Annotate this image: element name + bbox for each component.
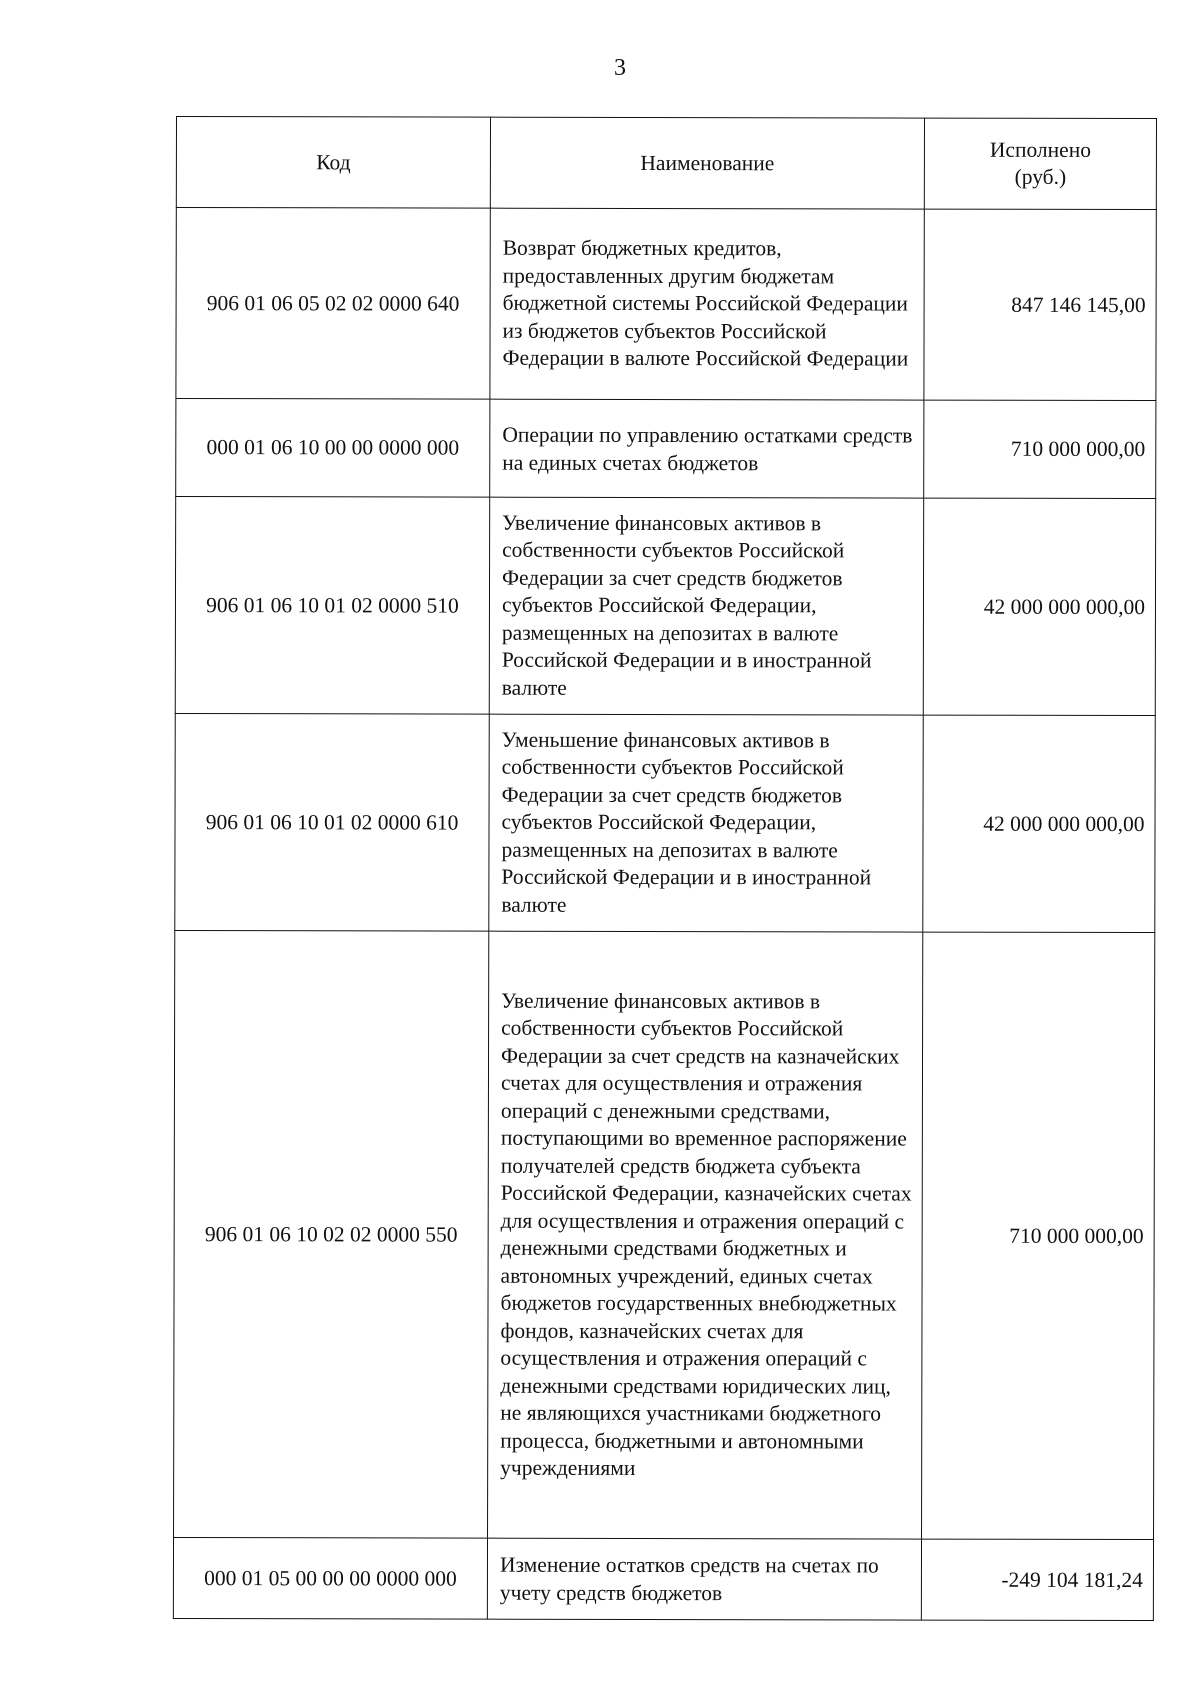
header-name: Наименование <box>490 117 924 209</box>
table-row-total <box>176 399 1156 499</box>
row-amount: 42 000 000 000,00 <box>923 715 1155 932</box>
table-row <box>174 930 1155 1539</box>
page-number: 3 <box>614 55 626 81</box>
row-name: Изменение остатков средств на счетах по учету средств бюджетов <box>487 1538 921 1620</box>
row-code: 906 01 06 10 01 02 0000 610 <box>175 713 489 931</box>
row-name: Операции по управлению остатками средств на единых счетах бюджетов <box>490 399 924 498</box>
table-row <box>175 497 1155 716</box>
budget-table-wrapper <box>173 116 1156 1621</box>
header-amount-text: Исполнено (руб.) <box>989 137 1091 189</box>
row-code: 906 01 06 10 02 02 0000 550 <box>174 930 489 1538</box>
row-amount: 710 000 000,00 <box>922 932 1155 1539</box>
row-amount: 710 000 000,00 <box>924 400 1156 498</box>
row-name: Увеличение финансовых активов в собственности субъектов Российской Федерации за счет средств на казначейских счетах для осуществления и отражения операций с денежными средствами, поступающими во временное распоряжение получателей средств бюджета субъекта Российской Федерации, казначейских счетах для осуществления и отражения операций с денежными средствами бюджетных и автономных учреждений, единых счетах бюджетов государственных внебюджетных фондов, казначейских счетах для осуществления и отражения операций с денежными средствами юридических лиц, не являющихся участниками бюджетного процесса, бюджетными и автономными учреждениями <box>488 931 923 1539</box>
row-code: 906 01 06 10 01 02 0000 510 <box>175 497 489 715</box>
row-code: 906 01 06 05 02 02 0000 640 <box>176 208 490 400</box>
row-name: Уменьшение финансовых активов в собственности субъектов Российской Федерации за счет средств бюджетов субъектов Российской Федерации, размещенных на депозитах в валюте Российской Федерации и в иностранной валюте <box>489 714 923 932</box>
row-name: Возврат бюджетных кредитов, предоставленных другим бюджетам бюджетной системы Российской Федерации из бюджетов субъектов Российской Федерации в валюте Российской Федерации <box>490 208 924 400</box>
row-code: 000 01 06 10 00 00 0000 000 <box>176 399 490 498</box>
header-code: Код <box>176 117 490 209</box>
budget-execution-table <box>173 116 1157 1621</box>
table-row <box>175 713 1155 932</box>
header-amount <box>924 118 1156 209</box>
row-amount: 42 000 000 000,00 <box>923 498 1155 715</box>
row-amount: 847 146 145,00 <box>924 209 1156 400</box>
row-code: 000 01 05 00 00 00 0000 000 <box>173 1537 487 1619</box>
table-row-total <box>173 1537 1153 1620</box>
table-header-row <box>176 117 1156 210</box>
row-amount: -249 104 181,24 <box>921 1539 1153 1620</box>
table-row <box>176 208 1156 401</box>
row-name: Увеличение финансовых активов в собственности субъектов Российской Федерации за счет средств бюджетов субъектов Российской Федерации, размещенных на депозитах в валюте Российской Федерации и в иностранной валюте <box>489 497 923 715</box>
